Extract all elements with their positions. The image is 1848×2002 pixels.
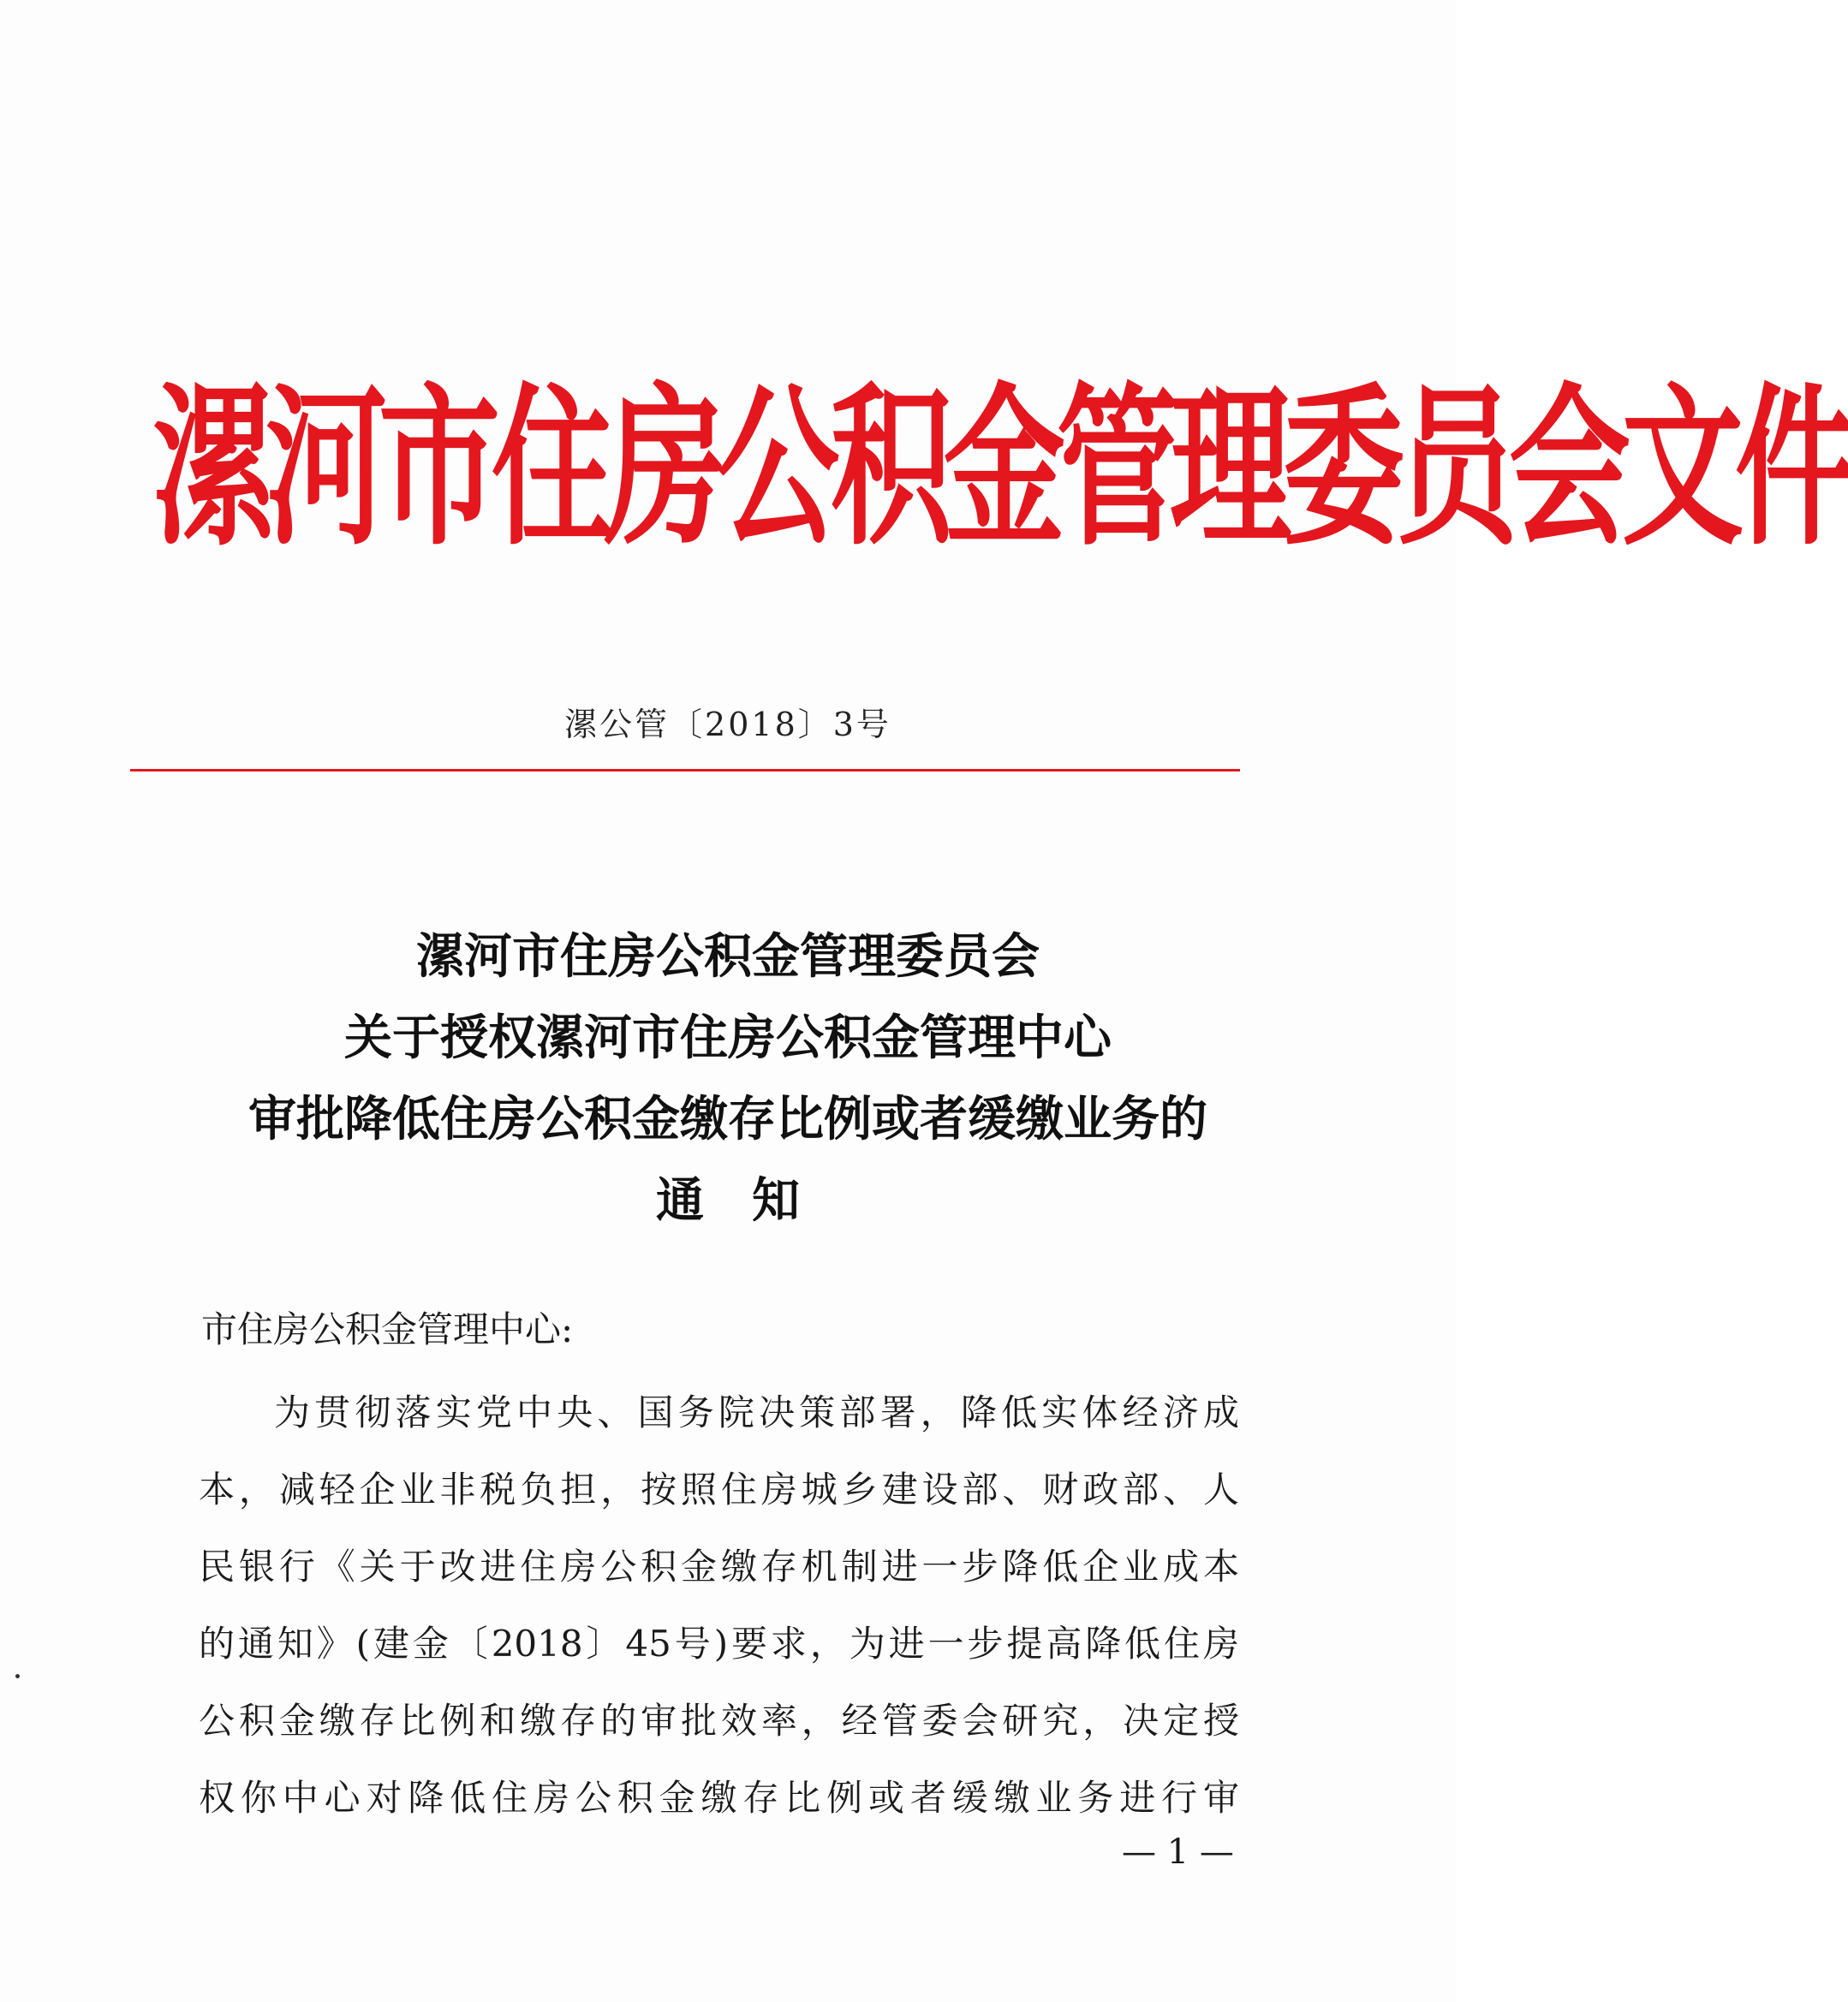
body-line: 公积金缴存比例和缴存的审批效率，经管委会研究，决定授 xyxy=(199,1700,1239,1742)
notice-title-line: 关于授权漯河市住房公积金管理中心 xyxy=(344,1010,1112,1066)
salutation: 市住房公积金管理中心: xyxy=(201,1308,574,1350)
body-paragraph xyxy=(199,1374,1239,1837)
notice-title-line: 审批降低住房公积金缴存比例或者缓缴业务的 xyxy=(248,1091,1207,1147)
notice-title-line: 通 知 xyxy=(656,1172,800,1229)
body-line: 为贯彻落实党中央、国务院决策部署，降低实体经济成 xyxy=(274,1391,1239,1433)
notice-title-line: 漯河市住房公积金管理委员会 xyxy=(416,928,1040,985)
body-line: 本，减轻企业非税负担，按照住房城乡建设部、财政部、人 xyxy=(199,1469,1239,1510)
page-number: — 1 — xyxy=(1122,1832,1234,1872)
notice-title xyxy=(0,916,1456,1242)
body-line: 的通知》(建金〔2018〕45号)要求，为进一步提高降低住房 xyxy=(199,1623,1239,1665)
body-line: 权你中心对降低住房公积金缴存比例或者缓缴业务进行审 xyxy=(199,1777,1239,1819)
scan-speck xyxy=(15,1674,20,1678)
red-header-title: 漯河市住房公积金管理委员会文件 xyxy=(152,368,1848,569)
document-number: 漯公管〔2018〕3号 xyxy=(564,706,891,743)
red-divider-line xyxy=(130,769,1240,772)
body-line: 民银行《关于改进住房公积金缴存机制进一步降低企业成本 xyxy=(199,1546,1239,1588)
